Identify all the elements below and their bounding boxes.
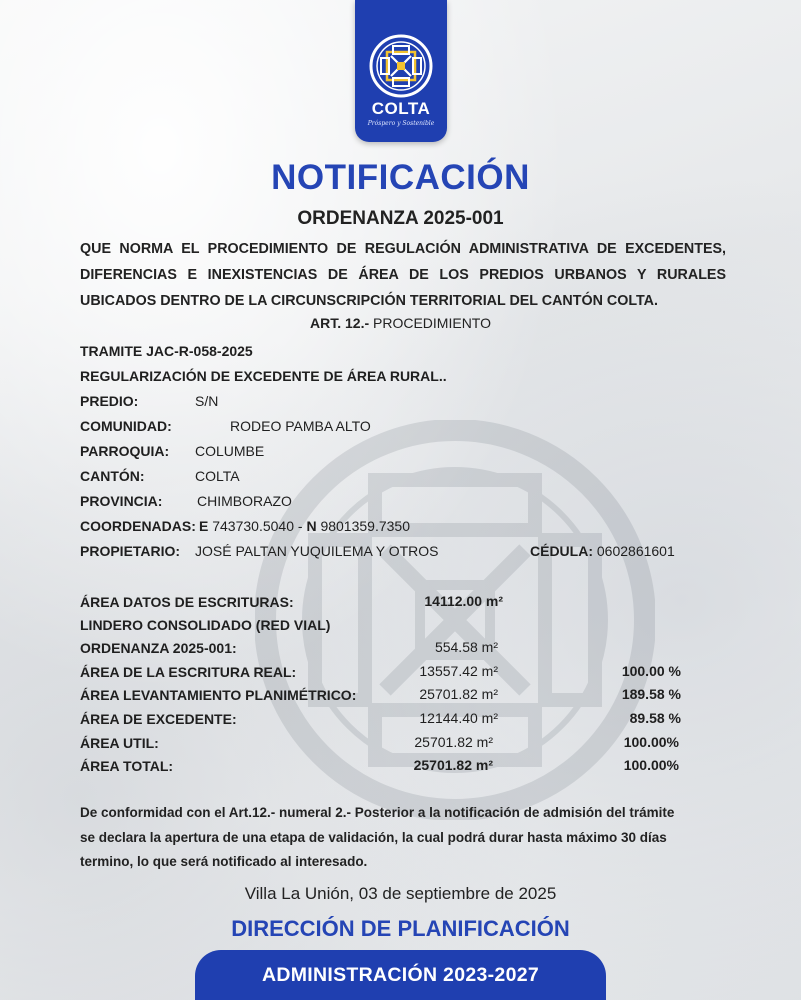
colta-logo-badge: [355, 0, 447, 142]
coord-n-prefix: N: [306, 518, 317, 534]
cedula-value: 0602861601: [593, 543, 675, 559]
coord-e-prefix: E: [199, 518, 209, 534]
excedente-label: ÁREA DE EXCEDENTE:: [80, 711, 237, 727]
article-label: ART. 12.-: [310, 315, 370, 331]
predio-label: PREDIO:: [80, 393, 139, 409]
util-percent: 100.00%: [623, 734, 679, 750]
article-text: PROCEDIMIENTO: [369, 315, 491, 331]
administration-footer: ADMINISTRACIÓN 2023-2027: [195, 950, 606, 1000]
area-escrituras-label: ÁREA DATOS DE ESCRITURAS:: [80, 594, 294, 610]
logo-wordmark: COLTA: [371, 99, 431, 118]
area-escrituras-value: 14112.00 m²: [424, 593, 503, 609]
cedula-field: [530, 543, 675, 559]
levantamiento-label: ÁREA LEVANTAMIENTO PLANIMÉTRICO:: [80, 687, 357, 703]
excedente-value: 12144.40 m²: [419, 710, 498, 726]
parroquia-label: PARROQUIA:: [80, 443, 170, 459]
levantamiento-value: 25701.82 m²: [419, 686, 498, 702]
escritura-real-percent: 100.00 %: [621, 663, 681, 679]
tramite-number: TRAMITE JAC-R-058-2025: [80, 343, 253, 359]
colta-emblem-icon: [369, 34, 433, 98]
provincia-label: PROVINCIA:: [80, 493, 163, 509]
ordinance-title: ORDENANZA 2025-001: [297, 208, 504, 229]
ordinance-description: QUE NORMA EL PROCEDIMIENTO DE REGULACIÓN ADMINISTRATIVA DE EXCEDENTES, DIFERENCIAS E INEXISTENCIAS DE ÁREA DE LOS PREDIOS URBANOS Y RURALES UBICADOS DENTRO DE LA CIRCUNSCRIPCIÓN TERRITORIAL DEL CANTÓN COLTA.: [80, 241, 726, 309]
comunidad-value: RODEO PAMBA ALTO: [230, 418, 371, 434]
util-value: 25701.82 m²: [414, 734, 493, 750]
cedula-label: CÉDULA:: [530, 543, 593, 559]
coordenadas-label: COORDENADAS:: [80, 518, 196, 534]
validation-paragraph: De conformidad con el Art.12.- numeral 2.- Posterior a la notificación de admisión del trámite se declara la apertura de una etapa de validación, la cual podrá durar hasta máximo 30 días termino, lo que será notificado al interesado.: [80, 805, 675, 869]
escritura-real-label: ÁREA DE LA ESCRITURA REAL:: [80, 664, 297, 680]
page-title: NOTIFICACIÓN: [271, 158, 530, 197]
excedente-percent: 89.58 %: [629, 710, 681, 726]
total-label: ÁREA TOTAL:: [80, 758, 174, 774]
propietario-value: JOSÉ PALTAN YUQUILEMA Y OTROS: [195, 543, 439, 559]
levantamiento-percent: 189.58 %: [621, 686, 681, 702]
propietario-label: PROPIETARIO:: [80, 543, 181, 559]
comunidad-label: COMUNIDAD:: [80, 418, 172, 434]
coord-n-value: 9801359.7350: [316, 518, 410, 534]
total-percent: 100.00%: [623, 757, 679, 773]
ordenanza-value: 554.58 m²: [434, 639, 498, 655]
coordenadas-value: [199, 518, 410, 534]
escritura-real-value: 13557.42 m²: [419, 663, 498, 679]
coord-e-value: 743730.5040 -: [208, 518, 307, 534]
util-label: ÁREA UTIL:: [80, 735, 159, 751]
place-date: Villa La Unión, 03 de septiembre de 2025: [244, 884, 557, 903]
canton-label: CANTÓN:: [80, 468, 145, 484]
ordenanza-label: ORDENANZA 2025-001:: [80, 640, 237, 656]
predio-value: S/N: [195, 393, 219, 409]
direction-heading: DIRECCIÓN DE PLANIFICACIÓN: [231, 916, 570, 941]
regularization-type: REGULARIZACIÓN DE EXCEDENTE DE ÁREA RURAL..: [80, 368, 447, 384]
article-heading: [0, 315, 801, 331]
provincia-value: CHIMBORAZO: [197, 493, 292, 509]
parroquia-value: COLUMBE: [195, 443, 265, 459]
canton-value: COLTA: [195, 468, 240, 484]
lindero-label: LINDERO CONSOLIDADO (RED VIAL): [80, 617, 331, 633]
total-value: 25701.82 m²: [413, 757, 493, 773]
logo-tagline: Próspero y Sostenible: [367, 120, 435, 127]
